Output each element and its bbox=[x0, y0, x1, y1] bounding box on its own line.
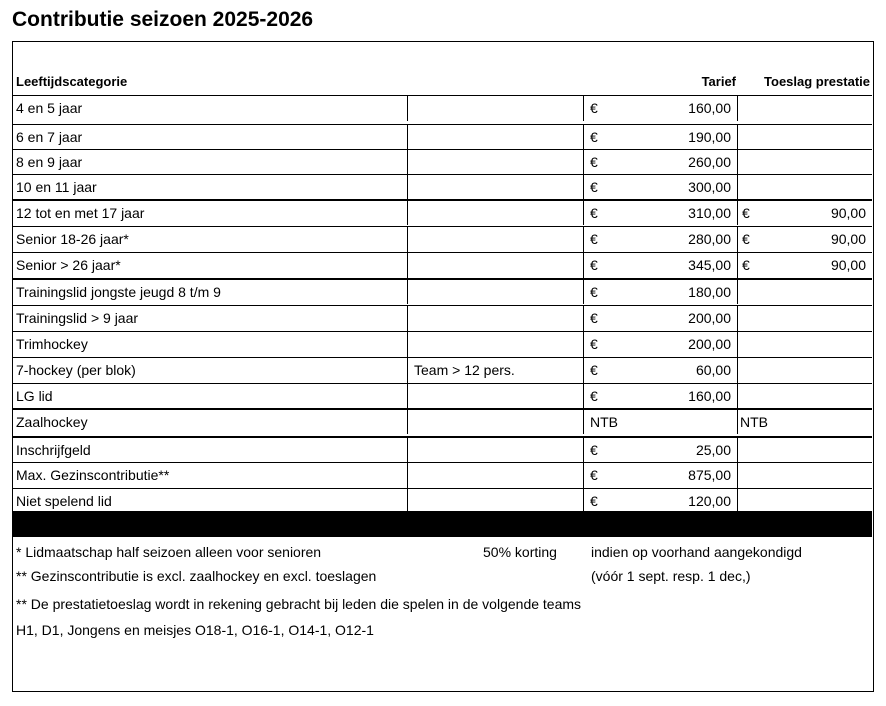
row-note bbox=[407, 463, 583, 488]
tarief-amount: 300,00 bbox=[688, 179, 731, 195]
note-teams: H1, D1, Jongens en meisjes O18-1, O16-1, O14-1, O12-1 bbox=[16, 622, 374, 638]
tarief-amount: 60,00 bbox=[695, 362, 731, 378]
row-note bbox=[407, 150, 583, 175]
toeslag-amount: 90,00 bbox=[830, 231, 866, 247]
row-category: Trainingslid > 9 jaar bbox=[16, 310, 139, 326]
tarief-amount: 345,00 bbox=[688, 257, 731, 273]
row-note bbox=[407, 125, 583, 150]
row-note: Team > 12 pers. bbox=[407, 358, 583, 383]
row-toeslag bbox=[738, 227, 872, 252]
row-category: Senior 18-26 jaar* bbox=[16, 231, 129, 247]
row-tarief bbox=[583, 227, 738, 252]
tarief-amount: 25,00 bbox=[695, 442, 731, 458]
row-category: 10 en 11 jaar bbox=[16, 179, 97, 195]
row-category: Niet spelend lid bbox=[16, 493, 112, 509]
row-tarief bbox=[583, 306, 738, 331]
table-row bbox=[13, 383, 872, 409]
table-row bbox=[13, 149, 872, 175]
tarief-amount: 200,00 bbox=[688, 336, 731, 352]
row-tarief bbox=[583, 253, 738, 278]
row-note bbox=[407, 96, 583, 121]
row-category: Trimhockey bbox=[16, 336, 88, 352]
tarief-amount: 310,00 bbox=[688, 205, 731, 221]
currency-symbol: € bbox=[590, 336, 598, 352]
row-category: Inschrijfgeld bbox=[16, 442, 91, 458]
row-tarief bbox=[583, 438, 738, 462]
toeslag-amount: 90,00 bbox=[830, 205, 866, 221]
row-category: Max. Gezinscontributie** bbox=[16, 467, 170, 483]
tariff-table bbox=[12, 41, 874, 692]
currency-symbol: € bbox=[590, 231, 598, 247]
note-discount: 50% korting bbox=[483, 544, 557, 560]
row-category: Trainingslid jongste jeugd 8 t/m 9 bbox=[16, 284, 221, 300]
header-category: Leeftijdscategorie bbox=[16, 74, 128, 89]
row-tarief bbox=[583, 332, 738, 357]
row-note bbox=[407, 201, 583, 225]
note-deadline: (vóór 1 sept. resp. 1 dec,) bbox=[591, 568, 751, 584]
row-toeslag bbox=[738, 150, 872, 175]
row-note bbox=[407, 332, 583, 357]
table-row bbox=[13, 199, 872, 225]
currency-symbol: € bbox=[590, 154, 598, 170]
table-row bbox=[13, 331, 872, 357]
row-category: 4 en 5 jaar bbox=[16, 100, 83, 116]
table-row bbox=[13, 357, 872, 383]
currency-symbol: € bbox=[742, 257, 750, 273]
currency-symbol: € bbox=[590, 310, 598, 326]
row-toeslag bbox=[738, 96, 872, 121]
row-category: 8 en 9 jaar bbox=[16, 154, 83, 170]
table-row bbox=[13, 436, 872, 462]
row-toeslag bbox=[738, 358, 872, 383]
note-performance: ** De prestatietoeslag wordt in rekening gebracht bij leden die spelen in de volgende teams bbox=[16, 596, 582, 612]
table-row bbox=[13, 462, 872, 488]
table-row bbox=[13, 278, 872, 304]
row-toeslag bbox=[738, 201, 872, 225]
header-toeslag: Toeslag prestatie bbox=[764, 74, 870, 89]
tarief-amount: 190,00 bbox=[688, 129, 731, 145]
tarief-ntb: NTB bbox=[590, 414, 618, 430]
note-half-season: * Lidmaatschap half seizoen alleen voor senioren bbox=[16, 544, 322, 560]
row-toeslag bbox=[738, 175, 872, 200]
currency-symbol: € bbox=[742, 205, 750, 221]
currency-symbol: € bbox=[590, 284, 598, 300]
row-note bbox=[407, 227, 583, 252]
tarief-amount: 260,00 bbox=[688, 154, 731, 170]
currency-symbol: € bbox=[590, 205, 598, 221]
tarief-amount: 200,00 bbox=[688, 310, 731, 326]
black-separator-bar bbox=[13, 511, 872, 537]
row-tarief bbox=[583, 201, 738, 225]
row-tarief bbox=[583, 280, 738, 304]
row-toeslag bbox=[738, 306, 872, 331]
row-toeslag bbox=[738, 125, 872, 150]
row-toeslag bbox=[738, 463, 872, 488]
table-row bbox=[13, 95, 872, 121]
row-note bbox=[407, 384, 583, 409]
table-row bbox=[13, 252, 872, 278]
currency-symbol: € bbox=[590, 467, 598, 483]
currency-symbol: € bbox=[590, 493, 598, 509]
row-note bbox=[407, 253, 583, 278]
row-note bbox=[407, 410, 583, 434]
row-category: LG lid bbox=[16, 388, 53, 404]
row-toeslag bbox=[738, 410, 872, 434]
row-category: 12 tot en met 17 jaar bbox=[16, 205, 145, 221]
currency-symbol: € bbox=[590, 257, 598, 273]
tarief-amount: 160,00 bbox=[688, 100, 731, 116]
currency-symbol: € bbox=[590, 388, 598, 404]
row-tarief bbox=[583, 384, 738, 409]
row-tarief bbox=[583, 463, 738, 488]
currency-symbol: € bbox=[590, 100, 598, 116]
tarief-amount: 875,00 bbox=[688, 467, 731, 483]
toeslag-ntb: NTB bbox=[740, 414, 768, 430]
header-tarief: Tarief bbox=[701, 74, 736, 89]
row-toeslag bbox=[738, 438, 872, 462]
table-row bbox=[13, 226, 872, 252]
row-tarief bbox=[583, 358, 738, 383]
row-toeslag bbox=[738, 384, 872, 409]
page-title: Contributie seizoen 2025-2026 bbox=[12, 8, 314, 31]
row-note bbox=[407, 438, 583, 462]
row-note bbox=[407, 175, 583, 200]
row-toeslag bbox=[738, 280, 872, 304]
row-toeslag bbox=[738, 332, 872, 357]
note-family: ** Gezinscontributie is excl. zaalhockey en excl. toeslagen bbox=[16, 568, 377, 584]
currency-symbol: € bbox=[742, 231, 750, 247]
row-category: Zaalhockey bbox=[16, 414, 88, 430]
row-tarief bbox=[583, 96, 738, 121]
row-category: 7-hockey (per blok) bbox=[16, 362, 136, 378]
tarief-amount: 120,00 bbox=[688, 493, 731, 509]
row-tarief bbox=[583, 125, 738, 150]
row-category: 6 en 7 jaar bbox=[16, 129, 83, 145]
table-row bbox=[13, 305, 872, 331]
tarief-amount: 280,00 bbox=[688, 231, 731, 247]
row-category: Senior > 26 jaar* bbox=[16, 257, 121, 273]
row-note bbox=[407, 306, 583, 331]
currency-symbol: € bbox=[590, 442, 598, 458]
row-tarief bbox=[583, 410, 738, 434]
tarief-amount: 160,00 bbox=[688, 388, 731, 404]
note-announce: indien op voorhand aangekondigd bbox=[591, 544, 802, 560]
currency-symbol: € bbox=[590, 362, 598, 378]
table-row bbox=[13, 408, 872, 434]
row-tarief bbox=[583, 175, 738, 200]
row-tarief bbox=[583, 150, 738, 175]
table-row bbox=[13, 124, 872, 150]
row-toeslag bbox=[738, 253, 872, 278]
row-note bbox=[407, 280, 583, 304]
tarief-amount: 180,00 bbox=[688, 284, 731, 300]
currency-symbol: € bbox=[590, 179, 598, 195]
currency-symbol: € bbox=[590, 129, 598, 145]
table-row bbox=[13, 174, 872, 200]
toeslag-amount: 90,00 bbox=[830, 257, 866, 273]
